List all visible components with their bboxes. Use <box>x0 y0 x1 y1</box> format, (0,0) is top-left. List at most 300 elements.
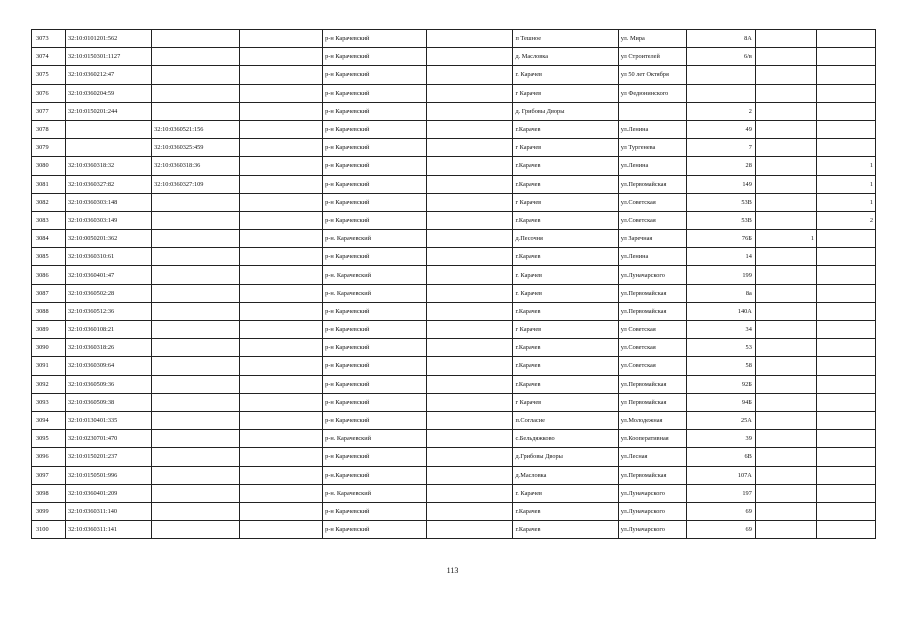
table-row <box>32 157 876 175</box>
house-number-cell: 69 <box>686 521 755 539</box>
district-cell: р-н Карачевский <box>323 102 427 120</box>
row-number-cell: 3098 <box>32 484 66 502</box>
house-number-cell: 107А <box>686 466 755 484</box>
extra-column-c-cell <box>817 66 876 84</box>
house-number-cell: 28 <box>686 157 755 175</box>
extra-column-c-cell <box>817 430 876 448</box>
row-number-cell: 3080 <box>32 157 66 175</box>
table-row <box>32 448 876 466</box>
row-number-cell: 3083 <box>32 211 66 229</box>
table-row <box>32 339 876 357</box>
cadastral-number-cell: 32:10:0360212:47 <box>65 66 151 84</box>
related-cadastral-number-cell <box>152 211 240 229</box>
registry-sheet <box>31 29 876 539</box>
cadastral-number-cell: 32:10:0230701:470 <box>65 430 151 448</box>
extra-column-c-cell <box>817 102 876 120</box>
table-row <box>32 357 876 375</box>
locality-cell: д. Грибовы Дворы <box>513 102 618 120</box>
empty-cell <box>240 66 323 84</box>
cadastral-number-cell: 32:10:0360108:21 <box>65 321 151 339</box>
house-number-cell: 149 <box>686 175 755 193</box>
street-cell: ул.Молодежная <box>618 411 686 429</box>
extra-column-a-cell <box>755 393 816 411</box>
related-cadastral-number-cell <box>152 248 240 266</box>
street-cell: ул.Ленина <box>618 120 686 138</box>
street-cell: ул.Советская <box>618 339 686 357</box>
row-number-cell: 3091 <box>32 357 66 375</box>
locality-cell: г.Карачев <box>513 339 618 357</box>
house-number-cell: 53В <box>686 211 755 229</box>
house-number-cell: 39 <box>686 430 755 448</box>
extra-column-a-cell <box>755 321 816 339</box>
extra-column-a-cell <box>755 302 816 320</box>
street-cell: ул.Луначарского <box>618 266 686 284</box>
district-cell: р-н.Карачевский <box>323 466 427 484</box>
table-row <box>32 175 876 193</box>
house-number-cell: 58 <box>686 357 755 375</box>
extra-column-c-cell <box>817 48 876 66</box>
related-cadastral-number-cell <box>152 448 240 466</box>
empty-cell <box>240 484 323 502</box>
extra-column-a-cell <box>755 175 816 193</box>
empty-cell <box>240 411 323 429</box>
district-cell: р-н Карачевский <box>323 48 427 66</box>
empty-cell <box>240 157 323 175</box>
extra-column-a-cell <box>755 211 816 229</box>
related-cadastral-number-cell <box>152 48 240 66</box>
locality-cell: п.Согласие <box>513 411 618 429</box>
cadastral-number-cell: 32:10:0150301:1127 <box>65 48 151 66</box>
empty-cell <box>427 357 513 375</box>
row-number-cell: 3086 <box>32 266 66 284</box>
extra-column-c-cell <box>817 484 876 502</box>
district-cell: р-н Карачевский <box>323 193 427 211</box>
registry-table <box>31 29 876 539</box>
locality-cell: г Карачев <box>513 84 618 102</box>
related-cadastral-number-cell <box>152 466 240 484</box>
empty-cell <box>240 302 323 320</box>
table-row <box>32 139 876 157</box>
table-row <box>32 120 876 138</box>
row-number-cell: 3085 <box>32 248 66 266</box>
cadastral-number-cell: 32:10:0360327:82 <box>65 175 151 193</box>
empty-cell <box>427 84 513 102</box>
district-cell: р-н Карачевский <box>323 502 427 520</box>
cadastral-number-cell: 32:10:0360311:141 <box>65 521 151 539</box>
cadastral-number-cell: 32:10:0360401:209 <box>65 484 151 502</box>
extra-column-a-cell <box>755 284 816 302</box>
cadastral-number-cell: 32:10:0360309:64 <box>65 357 151 375</box>
cadastral-number-cell: 32:10:0130401:335 <box>65 411 151 429</box>
row-number-cell: 3073 <box>32 30 66 48</box>
street-cell: ул.Лесная <box>618 448 686 466</box>
extra-column-a-cell <box>755 139 816 157</box>
related-cadastral-number-cell: 32:10:0360318:36 <box>152 157 240 175</box>
row-number-cell: 3074 <box>32 48 66 66</box>
empty-cell <box>427 175 513 193</box>
house-number-cell: 6В <box>686 448 755 466</box>
district-cell: р-н Карачевский <box>323 66 427 84</box>
cadastral-number-cell: 32:10:0150201:237 <box>65 448 151 466</box>
district-cell: р-н. Карачевский <box>323 266 427 284</box>
extra-column-c-cell <box>817 521 876 539</box>
empty-cell <box>427 102 513 120</box>
locality-cell: г.Карачев <box>513 157 618 175</box>
row-number-cell: 3099 <box>32 502 66 520</box>
row-number-cell: 3094 <box>32 411 66 429</box>
extra-column-a-cell <box>755 339 816 357</box>
district-cell: р-н. Карачевский <box>323 230 427 248</box>
locality-cell: г. Карачев <box>513 284 618 302</box>
row-number-cell: 3096 <box>32 448 66 466</box>
row-number-cell: 3090 <box>32 339 66 357</box>
cadastral-number-cell <box>65 120 151 138</box>
row-number-cell: 3087 <box>32 284 66 302</box>
house-number-cell: 25А <box>686 411 755 429</box>
house-number-cell: 53 <box>686 339 755 357</box>
extra-column-a-cell <box>755 157 816 175</box>
cadastral-number-cell: 32:10:0360204:59 <box>65 84 151 102</box>
extra-column-c-cell <box>817 139 876 157</box>
related-cadastral-number-cell <box>152 502 240 520</box>
related-cadastral-number-cell: 32:10:0360521:156 <box>152 120 240 138</box>
street-cell: ул.Луначарского <box>618 521 686 539</box>
table-row <box>32 248 876 266</box>
street-cell: ул Строителей <box>618 48 686 66</box>
extra-column-c-cell <box>817 266 876 284</box>
related-cadastral-number-cell <box>152 230 240 248</box>
row-number-cell: 3076 <box>32 84 66 102</box>
street-cell: ул Заречная <box>618 230 686 248</box>
table-row <box>32 430 876 448</box>
empty-cell <box>427 302 513 320</box>
empty-cell <box>427 393 513 411</box>
street-cell: ул.Ленина <box>618 248 686 266</box>
cadastral-number-cell: 32:10:0360318:32 <box>65 157 151 175</box>
empty-cell <box>240 284 323 302</box>
house-number-cell <box>686 84 755 102</box>
extra-column-a-cell <box>755 521 816 539</box>
extra-column-a-cell <box>755 266 816 284</box>
extra-column-c-cell <box>817 84 876 102</box>
cadastral-number-cell <box>65 139 151 157</box>
related-cadastral-number-cell <box>152 357 240 375</box>
extra-column-a-cell <box>755 248 816 266</box>
locality-cell: г.Карачев <box>513 521 618 539</box>
related-cadastral-number-cell <box>152 393 240 411</box>
street-cell <box>618 102 686 120</box>
district-cell: р-н Карачевский <box>323 175 427 193</box>
street-cell: ул Первомайская <box>618 393 686 411</box>
row-number-cell: 3084 <box>32 230 66 248</box>
empty-cell <box>427 411 513 429</box>
related-cadastral-number-cell: 32:10:0360325:459 <box>152 139 240 157</box>
table-row <box>32 284 876 302</box>
locality-cell: г Карачев <box>513 139 618 157</box>
extra-column-c-cell <box>817 375 876 393</box>
extra-column-a-cell <box>755 375 816 393</box>
related-cadastral-number-cell <box>152 484 240 502</box>
district-cell: р-н Карачевский <box>323 248 427 266</box>
table-row <box>32 502 876 520</box>
empty-cell <box>427 248 513 266</box>
street-cell: ул.Советская <box>618 357 686 375</box>
page-number: 113 <box>446 566 459 575</box>
table-row <box>32 393 876 411</box>
house-number-cell: 94Б <box>686 393 755 411</box>
empty-cell <box>427 139 513 157</box>
empty-cell <box>427 48 513 66</box>
row-number-cell: 3093 <box>32 393 66 411</box>
extra-column-c-cell <box>817 357 876 375</box>
related-cadastral-number-cell <box>152 375 240 393</box>
empty-cell <box>427 120 513 138</box>
extra-column-c-cell <box>817 393 876 411</box>
district-cell: р-н Карачевский <box>323 30 427 48</box>
empty-cell <box>240 339 323 357</box>
cadastral-number-cell: 32:10:0360502:28 <box>65 284 151 302</box>
cadastral-number-cell: 32:10:0150201:244 <box>65 102 151 120</box>
district-cell: р-н Карачевский <box>323 321 427 339</box>
street-cell: ул.Первомайская <box>618 375 686 393</box>
row-number-cell: 3077 <box>32 102 66 120</box>
extra-column-a-cell <box>755 357 816 375</box>
cadastral-number-cell: 32:10:0360509:36 <box>65 375 151 393</box>
extra-column-c-cell <box>817 248 876 266</box>
extra-column-a-cell <box>755 66 816 84</box>
extra-column-c-cell <box>817 411 876 429</box>
extra-column-a-cell <box>755 484 816 502</box>
extra-column-c-cell: 1 <box>817 193 876 211</box>
district-cell: р-н Карачевский <box>323 393 427 411</box>
related-cadastral-number-cell: 32:10:0360327:109 <box>152 175 240 193</box>
district-cell: р-н Карачевский <box>323 211 427 229</box>
street-cell: ул.Кооперативная <box>618 430 686 448</box>
row-number-cell: 3089 <box>32 321 66 339</box>
empty-cell <box>427 521 513 539</box>
empty-cell <box>240 357 323 375</box>
extra-column-a-cell <box>755 466 816 484</box>
locality-cell: г Карачев <box>513 193 618 211</box>
empty-cell <box>427 30 513 48</box>
related-cadastral-number-cell <box>152 339 240 357</box>
row-number-cell: 3075 <box>32 66 66 84</box>
empty-cell <box>240 84 323 102</box>
row-number-cell: 3081 <box>32 175 66 193</box>
extra-column-a-cell <box>755 120 816 138</box>
locality-cell: д. Масловка <box>513 48 618 66</box>
extra-column-c-cell <box>817 502 876 520</box>
district-cell: р-н Карачевский <box>323 357 427 375</box>
house-number-cell: 69 <box>686 502 755 520</box>
row-number-cell: 3078 <box>32 120 66 138</box>
locality-cell: г.Карачев <box>513 357 618 375</box>
district-cell: р-н Карачевский <box>323 139 427 157</box>
extra-column-c-cell <box>817 230 876 248</box>
district-cell: р-н Карачевский <box>323 120 427 138</box>
extra-column-c-cell <box>817 302 876 320</box>
locality-cell: д.Грибовы Дворы <box>513 448 618 466</box>
cadastral-number-cell: 32:10:0360401:47 <box>65 266 151 284</box>
table-row <box>32 211 876 229</box>
table-row <box>32 375 876 393</box>
empty-cell <box>427 339 513 357</box>
extra-column-a-cell <box>755 430 816 448</box>
house-number-cell: 34 <box>686 321 755 339</box>
table-row <box>32 102 876 120</box>
empty-cell <box>427 66 513 84</box>
extra-column-c-cell: 1 <box>817 157 876 175</box>
house-number-cell: 14 <box>686 248 755 266</box>
locality-cell: г.Карачев <box>513 502 618 520</box>
locality-cell: г Карачев <box>513 393 618 411</box>
table-body <box>32 30 876 539</box>
empty-cell <box>240 120 323 138</box>
related-cadastral-number-cell <box>152 430 240 448</box>
extra-column-c-cell <box>817 466 876 484</box>
house-number-cell: 92Б <box>686 375 755 393</box>
district-cell: р-н Карачевский <box>323 302 427 320</box>
extra-column-a-cell <box>755 84 816 102</box>
cadastral-number-cell: 32:10:0360318:26 <box>65 339 151 357</box>
house-number-cell: 53В <box>686 193 755 211</box>
extra-column-c-cell <box>817 284 876 302</box>
table-row <box>32 66 876 84</box>
extra-column-c-cell <box>817 120 876 138</box>
district-cell: р-н Карачевский <box>323 521 427 539</box>
locality-cell: д.Масловка <box>513 466 618 484</box>
table-row <box>32 84 876 102</box>
street-cell: ул 50 лет Октября <box>618 66 686 84</box>
cadastral-number-cell: 32:10:0360512:36 <box>65 302 151 320</box>
district-cell: р-н. Карачевский <box>323 430 427 448</box>
locality-cell: г.Карачев <box>513 175 618 193</box>
street-cell: ул.Советская <box>618 211 686 229</box>
table-row <box>32 411 876 429</box>
locality-cell: г. Карачев <box>513 266 618 284</box>
extra-column-a-cell <box>755 30 816 48</box>
district-cell: р-н. Карачевский <box>323 284 427 302</box>
empty-cell <box>427 484 513 502</box>
locality-cell: д.Песочня <box>513 230 618 248</box>
house-number-cell: 199 <box>686 266 755 284</box>
extra-column-c-cell <box>817 321 876 339</box>
row-number-cell: 3079 <box>32 139 66 157</box>
empty-cell <box>240 139 323 157</box>
extra-column-a-cell <box>755 502 816 520</box>
empty-cell <box>427 466 513 484</box>
extra-column-a-cell <box>755 48 816 66</box>
empty-cell <box>240 393 323 411</box>
table-row <box>32 266 876 284</box>
empty-cell <box>427 284 513 302</box>
street-cell: ул.Первомайская <box>618 466 686 484</box>
district-cell: р-н. Карачевский <box>323 484 427 502</box>
related-cadastral-number-cell <box>152 321 240 339</box>
empty-cell <box>240 502 323 520</box>
street-cell: ул. Мира <box>618 30 686 48</box>
empty-cell <box>427 375 513 393</box>
empty-cell <box>427 448 513 466</box>
empty-cell <box>240 248 323 266</box>
cadastral-number-cell: 32:10:0360303:148 <box>65 193 151 211</box>
extra-column-a-cell: 1 <box>755 230 816 248</box>
empty-cell <box>240 375 323 393</box>
extra-column-a-cell <box>755 193 816 211</box>
table-row <box>32 521 876 539</box>
street-cell: ул Федюнинского <box>618 84 686 102</box>
cadastral-number-cell: 32:10:0050201:362 <box>65 230 151 248</box>
empty-cell <box>240 321 323 339</box>
empty-cell <box>240 230 323 248</box>
extra-column-c-cell: 2 <box>817 211 876 229</box>
cadastral-number-cell: 32:10:0101201:562 <box>65 30 151 48</box>
table-row <box>32 30 876 48</box>
extra-column-a-cell <box>755 102 816 120</box>
empty-cell <box>240 48 323 66</box>
locality-cell: г.Карачев <box>513 248 618 266</box>
related-cadastral-number-cell <box>152 102 240 120</box>
street-cell: ул Советская <box>618 321 686 339</box>
cadastral-number-cell: 32:10:0150501:996 <box>65 466 151 484</box>
empty-cell <box>427 430 513 448</box>
related-cadastral-number-cell <box>152 193 240 211</box>
empty-cell <box>240 193 323 211</box>
related-cadastral-number-cell <box>152 66 240 84</box>
empty-cell <box>240 30 323 48</box>
locality-cell: с.Бельдяжково <box>513 430 618 448</box>
extra-column-c-cell: 1 <box>817 175 876 193</box>
extra-column-a-cell <box>755 411 816 429</box>
house-number-cell: 140А <box>686 302 755 320</box>
empty-cell <box>427 211 513 229</box>
related-cadastral-number-cell <box>152 302 240 320</box>
table-row <box>32 302 876 320</box>
empty-cell <box>427 230 513 248</box>
cadastral-number-cell: 32:10:0360311:140 <box>65 502 151 520</box>
extra-column-c-cell <box>817 448 876 466</box>
related-cadastral-number-cell <box>152 411 240 429</box>
street-cell: ул.Луначарского <box>618 502 686 520</box>
locality-cell: г. Карачев <box>513 484 618 502</box>
table-row <box>32 484 876 502</box>
cadastral-number-cell: 32:10:0360303:149 <box>65 211 151 229</box>
related-cadastral-number-cell <box>152 84 240 102</box>
locality-cell: г.Карачев <box>513 375 618 393</box>
street-cell: ул.Первомайская <box>618 175 686 193</box>
district-cell: р-н Карачевский <box>323 448 427 466</box>
house-number-cell: 7 <box>686 139 755 157</box>
related-cadastral-number-cell <box>152 521 240 539</box>
table-row <box>32 48 876 66</box>
house-number-cell: 8А <box>686 30 755 48</box>
street-cell: ул Тургенева <box>618 139 686 157</box>
street-cell: ул.Первомайская <box>618 302 686 320</box>
extra-column-c-cell <box>817 30 876 48</box>
locality-cell: г. Карачев <box>513 66 618 84</box>
street-cell: ул.Ленина <box>618 157 686 175</box>
empty-cell <box>240 211 323 229</box>
empty-cell <box>240 175 323 193</box>
row-number-cell: 3082 <box>32 193 66 211</box>
street-cell: ул.Луначарского <box>618 484 686 502</box>
table-row <box>32 466 876 484</box>
house-number-cell: 76Б <box>686 230 755 248</box>
house-number-cell: 8а <box>686 284 755 302</box>
district-cell: р-н Карачевский <box>323 375 427 393</box>
street-cell: ул.Советская <box>618 193 686 211</box>
row-number-cell: 3095 <box>32 430 66 448</box>
